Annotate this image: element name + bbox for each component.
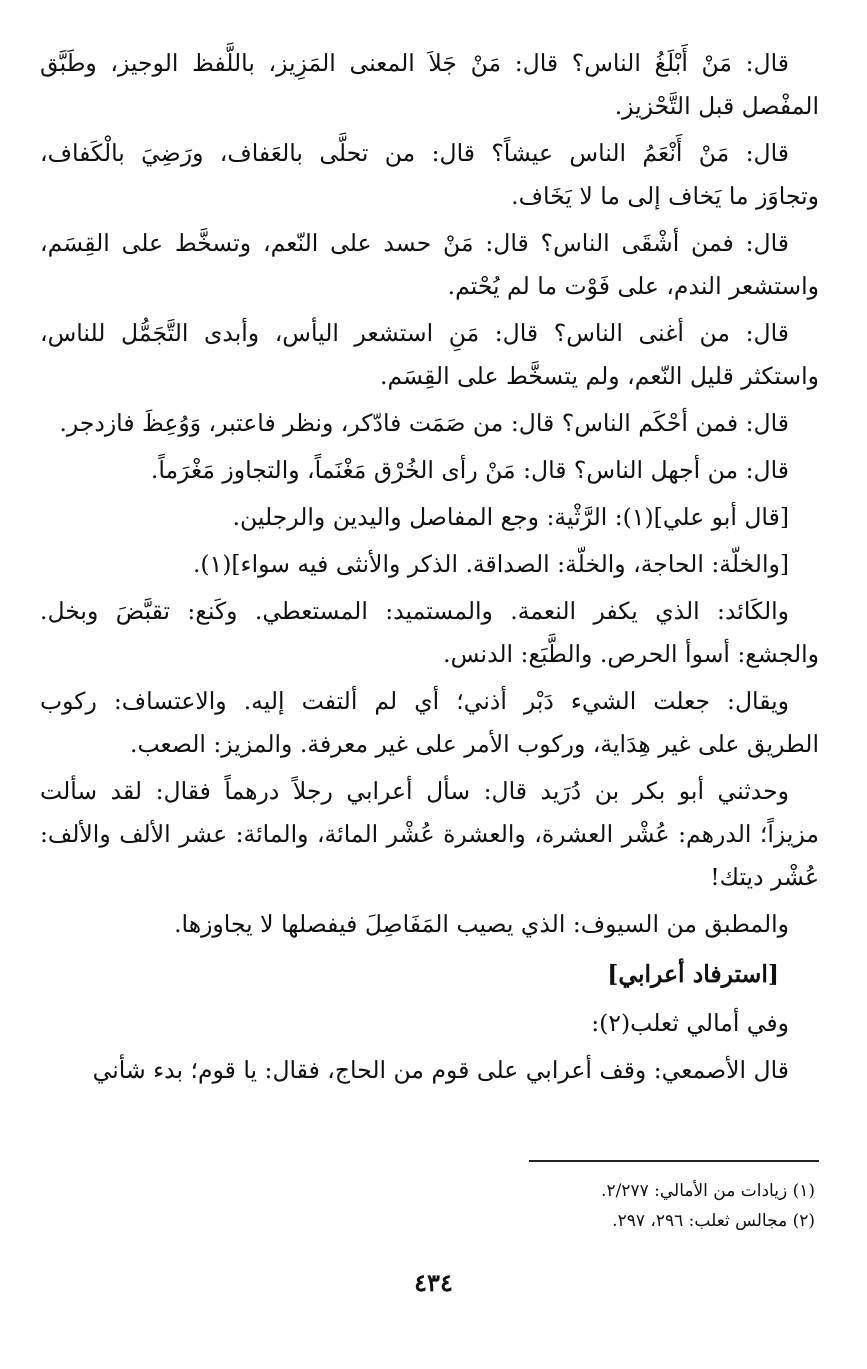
paragraph (40, 496, 819, 539)
paragraph (40, 543, 819, 586)
paragraph-line: وفي أمالي ثعلب(٢): (591, 1009, 789, 1037)
paragraph (40, 1002, 819, 1045)
section-heading: [استرفاد أعرابي] (607, 960, 779, 988)
paragraph-line: والمطبق من السيوف: الذي يصيب المَفَاصِلَ فيفصلها لا يجاوزها. (174, 910, 789, 938)
paragraph-line: واستشعر الندم، على فَوْت ما لم يُحْتم. (447, 272, 819, 300)
paragraph (40, 770, 819, 899)
paragraph-line: والكَائد: الذي يكفر النعمة. والمستميد: المستعطي. وكَنع: تقبَّضَ وبخل. (40, 597, 789, 625)
paragraph-line: الطريق على غير هِدَاية، وركوب الأمر على غير معرفة. والمزيز: الصعب. (129, 730, 819, 758)
paragraph (40, 590, 819, 676)
paragraph (40, 222, 819, 308)
paragraph-line: وحدثني أبو بكر بن دُرَيد قال: سأل أعرابي رجلاً درهماً فقال: لقد سألت (40, 777, 789, 805)
page-number: ٤٣٤ (414, 1268, 453, 1297)
paragraph-line: [قال أبو علي](١): الرَّثْية: وجع المفاصل واليدين والرجلين. (232, 503, 789, 531)
footnote-divider (529, 1160, 819, 1162)
paragraph (40, 132, 819, 218)
paragraph-line: عُشْر ديتك! (710, 863, 819, 891)
paragraph-line: واستكثر قليل النّعم، ولم يتسخَّط على القِسَم. (379, 362, 819, 390)
text-block-after-heading (40, 1002, 819, 1092)
text-block-main (40, 42, 819, 946)
paragraph (40, 903, 819, 946)
paragraph-line: قال: مَنْ أَنْعَمُ الناس عيشاً؟ قال: من تحلَّى بالعَفاف، ورَضِيَ بالْكَفاف، (40, 139, 789, 167)
paragraph-line: والجشع: أسوأ الحرص. والطَّبَع: الدنس. (443, 640, 819, 668)
paragraph (40, 449, 819, 492)
paragraph-line: قال: من أجهل الناس؟ قال: مَنْ رأى الخُرْق مَغْنَماً، والتجاوز مَغْرَماً. (150, 456, 789, 484)
paragraph (40, 1049, 819, 1092)
paragraph-line: قال: من أغنى الناس؟ قال: مَنِ استشعر اليأس، وأبدى التَّجَمُّل للناس، (40, 319, 789, 347)
paragraph (40, 402, 819, 445)
paragraph-line: المفْصل قبل التَّحْزيز. (614, 92, 819, 120)
footnote-2: (٢) مجالس ثعلب: ٢٩٦، ٢٩٧. (612, 1211, 815, 1231)
footnotes (601, 1176, 815, 1236)
paragraph-line: قال: فمن أشْقَى الناس؟ قال: مَنْ حسد على النّعم، وتسخَّط على القِسَم، (40, 229, 789, 257)
paragraph-line: ويقال: جعلت الشيء دَبْر أذني؛ أي لم ألتفت إليه. والاعتساف: ركوب (40, 687, 789, 715)
paragraph (40, 680, 819, 766)
paragraph (40, 42, 819, 128)
paragraph-line: قال الأصمعي: وقف أعرابي على قوم من الحاج، فقال: يا قوم؛ بدء شأني (92, 1056, 789, 1084)
paragraph-line: وتجاوَز ما يَخاف إلى ما لا يَخَاف. (511, 182, 819, 210)
footnote-1: (١) زيادات من الأمالي: ٢/٢٧٧. (601, 1181, 815, 1201)
page-body (40, 42, 819, 1096)
paragraph-line: قال: مَنْ أَبْلَغُ الناس؟ قال: مَنْ جَلاَ المعنى المَزِيز، باللَّفظ الوجيز، وطَبَّق (40, 49, 789, 77)
paragraph-line: مزيزاً؛ الدرهم: عُشْر العشرة، والعشرة عُشْر المائة، والمائة: عشر الألف والألف: (40, 820, 819, 848)
paragraph-line: [والخلّة: الحاجة، والخلّة: الصداقة. الذكر والأنثى فيه سواء](١). (192, 550, 789, 578)
paragraph-line: قال: فمن أحْكَم الناس؟ قال: من صَمَت فادّكر، ونظر فاعتبر، وَوُعِظَ فازدجر. (59, 409, 789, 437)
paragraph (40, 312, 819, 398)
